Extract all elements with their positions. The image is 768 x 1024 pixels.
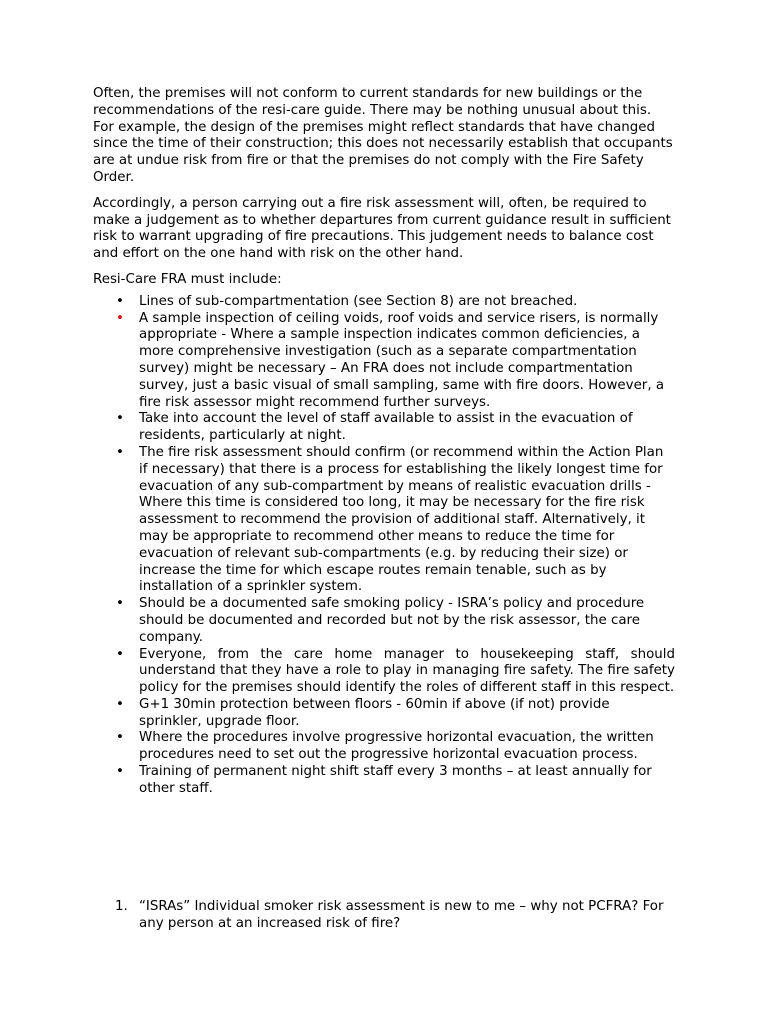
numbered-list-item — [93, 899, 675, 933]
list-item — [93, 764, 675, 798]
bullet-icon: • — [116, 411, 124, 427]
bullet-icon: • — [116, 764, 124, 780]
list-item-text: Lines of sub-compartmentation (see Section 8) are not breached. — [139, 293, 578, 309]
list-item-text: G+1 30min protection between floors - 60min if above (if not) provide sprinkler, upgrade floor. — [139, 696, 610, 729]
list-item — [93, 445, 675, 596]
list-item — [93, 596, 675, 646]
list-item — [93, 730, 675, 764]
list-item — [93, 311, 675, 412]
paragraph-fra-must-include: Resi-Care FRA must include: — [93, 271, 282, 287]
bullet-icon: • — [116, 444, 124, 460]
list-item — [93, 697, 675, 731]
questions-list — [93, 899, 675, 933]
list-item-text: Take into account the level of staff available to assist in the evacuation of residents, particularly at night. — [139, 411, 633, 444]
list-item-text: A sample inspection of ceiling voids, roof voids and service risers, is normally appropriate - Where a sample inspection indicates common deficiencies, a more comprehensive investigation (such as a separate compartmentation survey) might be necessary – An FRA does not include compartmentation survey, just a basic visual of small sampling, same with fire doors. However, a fire risk assessor might recommend further surveys. — [139, 310, 665, 410]
list-item — [93, 647, 675, 697]
list-number: 1. — [115, 899, 128, 914]
list-item-text: The fire risk assessment should confirm (or recommend within the Action Plan if necessary) that there is a process for establishing the likely longest time for evacuation of any sub-compartment by means of realistic evacuation drills - Where this time is considered too long, it may be necessary for the fire risk assessment to recommend the provision of additional staff. Alternatively, it may be appropriate to recommend other means to reduce the time for evacuation of relevant sub-compartments (e.g. by reducing their size) or increase the time for which escape routes remain tenable, such as by installation of a sprinkler system. — [139, 444, 664, 595]
bullet-icon: • — [116, 646, 124, 662]
list-item-text: Everyone, from the care home manager to housekeeping staff, should understand that they have a role to play in managing fire safety. The fire safety policy for the premises should identify the roles of different staff in this respect. — [139, 646, 675, 696]
red-bullet-icon: • — [116, 310, 124, 326]
list-item-text: Should be a documented safe smoking policy - ISRA’s policy and procedure should be documented and recorded but not by the risk assessor, the care company. — [139, 596, 645, 645]
document-body — [93, 86, 675, 798]
numbered-list-item-text: “ISRAs” Individual smoker risk assessment is new to me – why not PCFRA? For any person at an increased risk of fire? — [139, 899, 664, 931]
list-item-text: Where the procedures involve progressive horizontal evacuation, the written procedures need to set out the progressive horizontal evacuation process. — [139, 730, 654, 763]
paragraph-judgement: Accordingly, a person carrying out a fire risk assessment will, often, be required to make a judgement as to whether departures from current guidance result in sufficient risk to warrant upgrading of fire precautions. This judgement needs to balance cost and effort on the one hand with risk on the other hand. — [93, 195, 671, 262]
bullet-icon: • — [116, 696, 124, 712]
list-item — [93, 294, 675, 311]
bullet-icon: • — [116, 293, 124, 309]
list-item — [93, 411, 675, 445]
bullet-icon: • — [116, 596, 124, 612]
bullet-icon: • — [116, 730, 124, 746]
fra-requirements-list — [93, 294, 675, 798]
list-item-text: Training of permanent night shift staff every 3 months – at least annually for other staff. — [139, 764, 652, 796]
paragraph-premises-standards: Often, the premises will not conform to current standards for new buildings or the recommendations of the resi-care guide. There may be nothing unusual about this. For example, the design of the premises might reflect standards that have changed since the time of their construction; this does not necessarily establish that occupants are at undue risk from fire or that the premises do not comply with the Fire Safety Order. — [93, 86, 673, 185]
